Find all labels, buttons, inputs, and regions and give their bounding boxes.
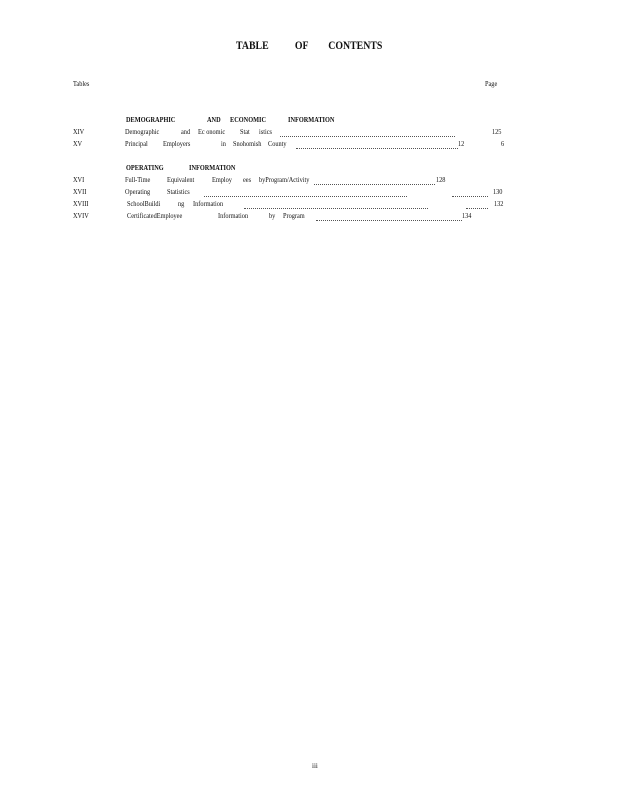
column-header-page: Page bbox=[485, 80, 498, 88]
dot-leader bbox=[296, 147, 458, 149]
entry-word: Ec onomic bbox=[198, 128, 226, 136]
entry-word: Full-Time bbox=[125, 176, 151, 184]
page-number-fragment: 6 bbox=[501, 140, 505, 148]
entry-word: Operating bbox=[125, 188, 151, 196]
table-number: XVI bbox=[73, 176, 85, 184]
section-heading-word: AND bbox=[207, 116, 221, 124]
entry-word: Program bbox=[283, 212, 305, 220]
entry-word: by bbox=[269, 212, 276, 220]
dot-leader bbox=[314, 183, 435, 185]
section-heading-word: OPERATING bbox=[126, 164, 164, 172]
page-number: 12 bbox=[458, 140, 465, 148]
section-heading-word: DEMOGRAPHIC bbox=[126, 116, 176, 124]
section-heading-word: ECONOMIC bbox=[230, 116, 267, 124]
dot-leader bbox=[204, 195, 407, 197]
title-word: OF bbox=[294, 38, 309, 52]
toc-entry[interactable] bbox=[0, 140, 618, 150]
table-number: XIV bbox=[73, 128, 85, 136]
toc-entry[interactable] bbox=[0, 128, 618, 138]
table-number: XVIII bbox=[73, 200, 89, 208]
entry-word: CertificatedEmployee bbox=[127, 212, 183, 220]
entry-word: istics bbox=[259, 128, 272, 136]
page-title bbox=[236, 38, 382, 53]
entry-word: byProgram/Activity bbox=[259, 176, 310, 184]
page-number: 125 bbox=[492, 128, 502, 136]
page-number: 128 bbox=[436, 176, 446, 184]
section-heading-word: INFORMATION bbox=[288, 116, 335, 124]
page-number: 132 bbox=[494, 200, 504, 208]
section-heading-word: INFORMATION bbox=[189, 164, 236, 172]
toc-entry[interactable] bbox=[0, 212, 618, 222]
page-footer-number: iii bbox=[312, 762, 318, 770]
entry-word: Equivalent bbox=[167, 176, 195, 184]
page-number: 134 bbox=[462, 212, 472, 220]
entry-word: SchoolBuildi bbox=[127, 200, 161, 208]
title-word: TABLE bbox=[236, 38, 269, 52]
entry-word: and bbox=[181, 128, 191, 136]
dot-leader bbox=[280, 135, 455, 137]
entry-word: in bbox=[221, 140, 226, 148]
dot-leader bbox=[316, 219, 462, 221]
entry-word: County bbox=[268, 140, 287, 148]
dot-leader bbox=[466, 207, 488, 209]
table-number: XVIV bbox=[73, 212, 89, 220]
dot-leader bbox=[452, 195, 488, 197]
page-number: 130 bbox=[493, 188, 503, 196]
table-number: XVII bbox=[73, 188, 87, 196]
entry-word: Statistics bbox=[167, 188, 190, 196]
toc-entry[interactable] bbox=[0, 200, 618, 210]
table-number: XV bbox=[73, 140, 83, 148]
entry-word: Information bbox=[193, 200, 224, 208]
title-word: CONTENTS bbox=[328, 38, 383, 52]
entry-word: Employ bbox=[212, 176, 232, 184]
entry-word: Stat bbox=[240, 128, 250, 136]
entry-word: ng bbox=[178, 200, 185, 208]
entry-word: Demographic bbox=[125, 128, 160, 136]
entry-word: Snohomish bbox=[233, 140, 262, 148]
toc-entry[interactable] bbox=[0, 176, 618, 186]
toc-entry[interactable] bbox=[0, 188, 618, 198]
entry-word: ees bbox=[243, 176, 252, 184]
entry-word: Employers bbox=[163, 140, 191, 148]
entry-word: Principal bbox=[125, 140, 148, 148]
column-header-tables: Tables bbox=[73, 80, 90, 88]
entry-word: Information bbox=[218, 212, 249, 220]
dot-leader bbox=[244, 207, 428, 209]
